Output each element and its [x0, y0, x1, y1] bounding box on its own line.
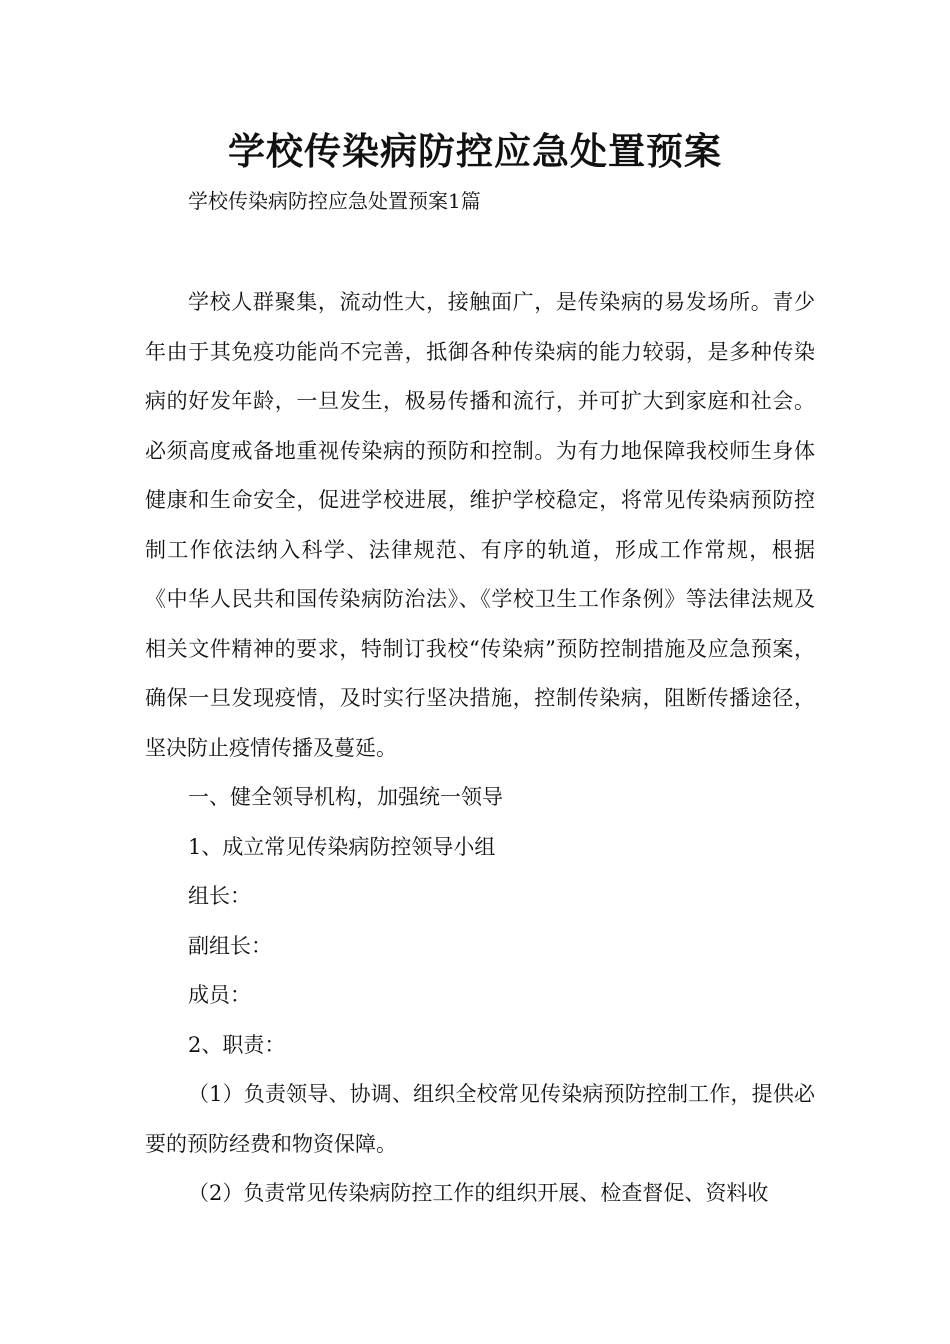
intro-block: [145, 278, 815, 773]
duty-item-2: （2）负责常见传染病防控工作的组织开展、检查督促、资料收: [188, 1181, 769, 1205]
document-title: 学校传染病防控应急处置预案: [228, 130, 722, 173]
leader-label: 组长：: [188, 884, 251, 908]
document-subtitle: 学校传染病防控应急处置预案1篇: [188, 189, 481, 213]
members-label: 成员：: [188, 983, 251, 1007]
item-heading-1: 1、成立常见传染病防控领导小组: [188, 834, 496, 859]
item-heading-2: 2、职责：: [188, 1032, 286, 1057]
section-heading-1: 一、健全领导机构，加强统一领导: [188, 785, 503, 809]
structure-block: [145, 773, 815, 1070]
intro-paragraph: 学校人群聚集，流动性大，接触面广，是传染病的易发场所。青少年由于其免疫功能尚不完善，抵御各种传染病的能力较弱，是多种传染病的好发年龄，一旦发生，极易传播和流行，并可扩大到家庭和社会。必须高度戒备地重视传染病的预防和控制。为有力地保障我校师生身体健康和生命安全，促进学校进展，维护学校稳定，将常见传染病预防控制工作依法纳入科学、法律规范、有序的轨道，形成工作常规，根据《中华人民共和国传染病防治法》、《学校卫生工作条例》等法律法规及相关文件精神的要求，特制订我校“传染病”预防控制措施及应急预案，确保一旦发现疫情，及时实行坚决措施，控制传染病，阻断传播途径，坚决防止疫情传播及蔓延。: [145, 290, 815, 760]
duties-block: [145, 1070, 815, 1219]
deputy-leader-label: 副组长：: [188, 933, 272, 958]
duty-item-1: （1）负责领导、协调、组织全校常见传染病预防控制工作，提供必要的预防经费和物资保障。: [145, 1082, 815, 1156]
